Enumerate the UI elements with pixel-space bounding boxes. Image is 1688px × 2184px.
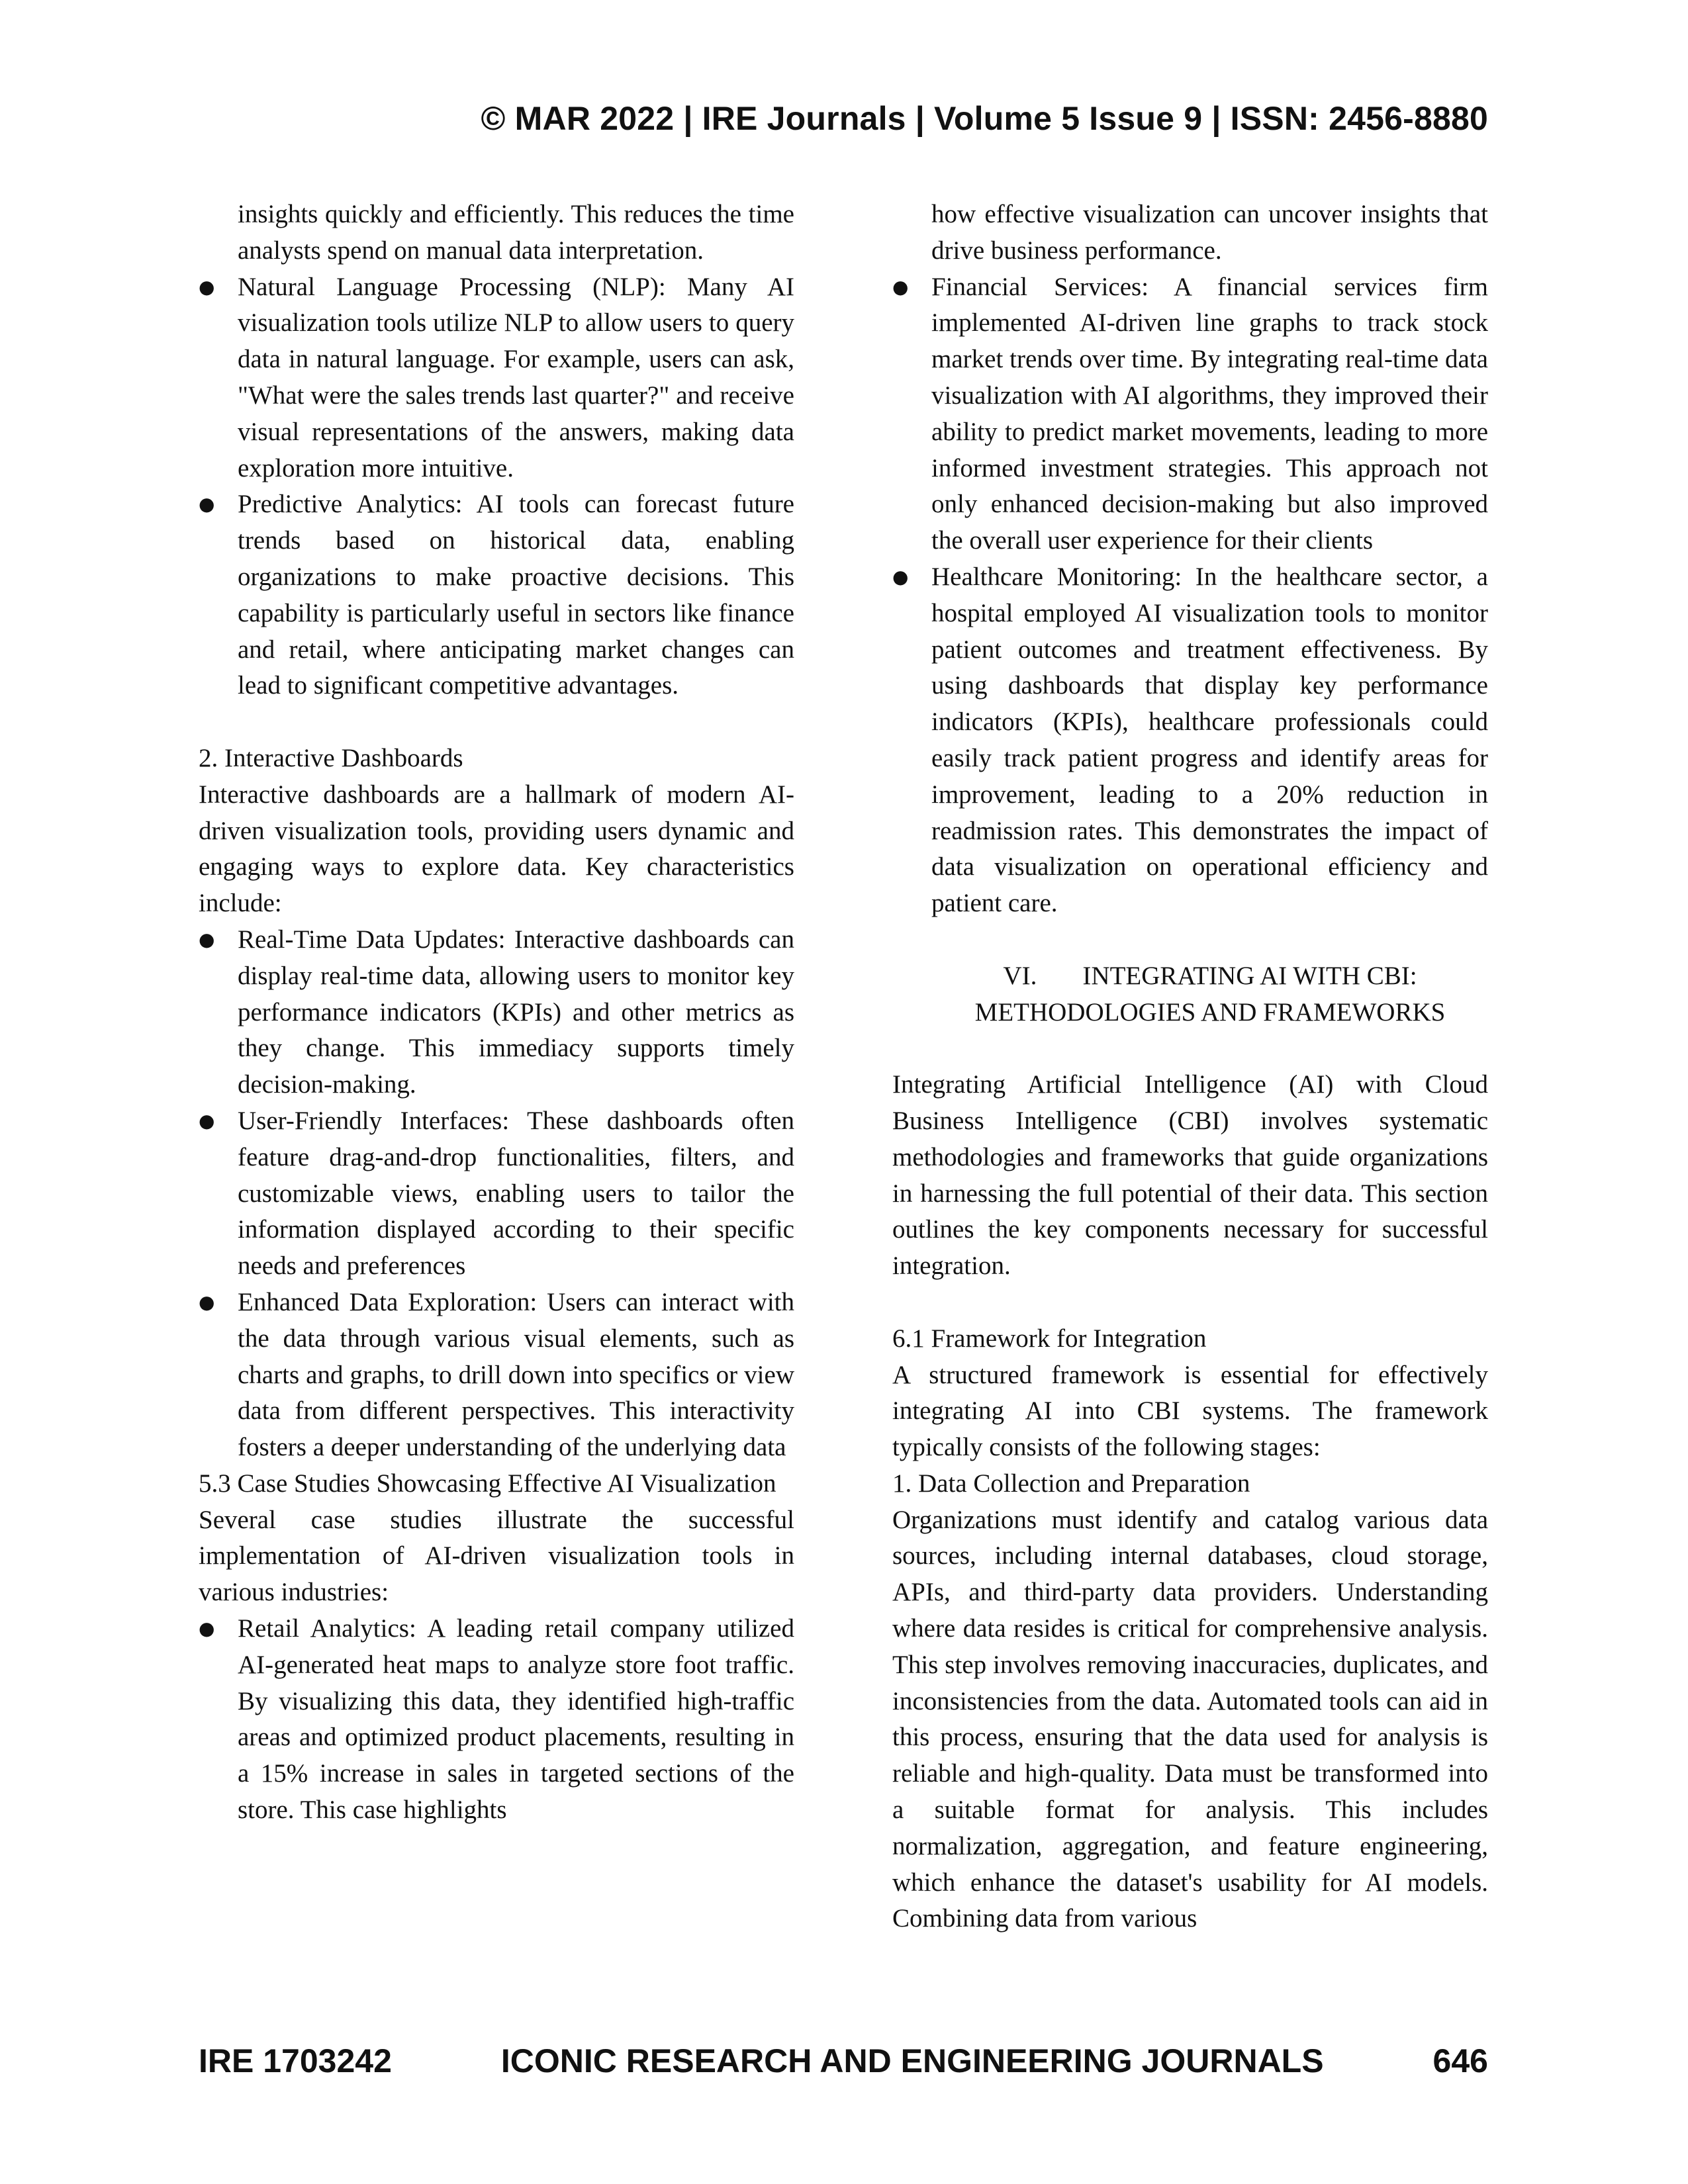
list-item: ● Retail Analytics: A leading retail company utilized AI-generated heat maps to analyze store foot traffic. By visualizing this data, they identified high-traffic areas and optimized product placements, resulting in a 15% increase in sales in targeted sections of the store. This case highlights xyxy=(199,1611,794,1829)
list-item: ● User-Friendly Interfaces: These dashboards often feature drag-and-drop functionalities, filters, and customizable views, enabling users to tailor the information displayed according to their specific needs and preferences xyxy=(199,1103,794,1285)
paragraph: Interactive dashboards are a hallmark of modern AI-driven visualization tools, providing users dynamic and engaging ways to explore data. Key characteristics include: xyxy=(199,780,794,918)
section-number: VI. xyxy=(1003,961,1037,990)
paragraph: A structured framework is essential for effectively integrating AI into CBI systems. The framework typically consists of the following stages: xyxy=(892,1360,1488,1462)
section-title-line2: METHODOLOGIES AND FRAMEWORKS xyxy=(974,997,1446,1026)
bullet-icon: ● xyxy=(199,1109,215,1132)
journal-footer xyxy=(199,2042,1488,2080)
list-item: ● Healthcare Monitoring: In the healthcare sector, a hospital employed AI visualization tools to monitor patient outcomes and treatment effectiveness. By using dashboards that display key performance indicators (KPIs), healthcare professionals could easily track patient progress and identify areas for improvement, leading to a 20% reduction in readmission rates. This demonstrates the impact of data visualization on operational efficiency and patient care. xyxy=(892,559,1488,922)
subheading: 6.1 Framework for Integration xyxy=(892,1324,1207,1353)
section-heading xyxy=(892,958,1488,1031)
left-column xyxy=(199,197,794,1829)
journal-header: © MAR 2022 | IRE Journals | Volume 5 Issue 9 | ISSN: 2456-8880 xyxy=(481,100,1488,137)
list-item: ● Real-Time Data Updates: Interactive dashboards can display real-time data, allowing users to monitor key performance indicators (KPIs) and other metrics as they change. This immediacy supports timely decision-making. xyxy=(199,922,794,1103)
continued-paragraph: insights quickly and efficiently. This reduces the time analysts spend on manual data interpretation. xyxy=(238,200,794,265)
paragraph: Integrating Artificial Intelligence (AI) with Cloud Business Intelligence (CBI) involves systematic methodologies and frameworks that guide organizations in harnessing the full potential of their data. This section outlines the key components necessary for successful integration. xyxy=(892,1070,1488,1281)
paragraph: Organizations must identify and catalog various data sources, including internal databases, cloud storage, APIs, and third-party data providers. Understanding where data resides is critical for comprehensive analysis. This step involves removing inaccuracies, duplicates, and inconsistencies from the data. Automated tools can aid in this process, ensuring that the data used for analysis is reliable and high-quality. Data must be transformed into a suitable format for analysis. This includes normalization, aggregation, and feature engineering, which enhance the dataset's usability for AI models. Combining data from various xyxy=(892,1505,1488,1933)
bullet-icon: ● xyxy=(199,275,215,298)
bullet-icon: ● xyxy=(892,565,909,588)
bullet-icon: ● xyxy=(199,1291,215,1313)
section-title-line1: INTEGRATING AI WITH CBI: xyxy=(1082,961,1417,990)
bullet-icon: ● xyxy=(199,1617,215,1640)
page-number: 646 xyxy=(1432,2042,1488,2079)
list-item: ● Financial Services: A financial services firm implemented AI-driven line graphs to track stock market trends over time. By integrating real-time data visualization with AI algorithms, they improved their ability to predict market movements, leading to more informed investment strategies. This approach not only enhanced decision-making but also improved the overall user experience for their clients xyxy=(892,269,1488,559)
list-item: ● Natural Language Processing (NLP): Many AI visualization tools utilize NLP to allow users to query data in natural language. For example, users can ask, "What were the sales trends last quarter?" and receive visual representations of the answers, making data exploration more intuitive. xyxy=(199,269,794,487)
paragraph: Several case studies illustrate the successful implementation of AI-driven visualization tools in various industries: xyxy=(199,1505,794,1607)
bullet-icon: ● xyxy=(892,275,909,298)
subheading: 2. Interactive Dashboards xyxy=(199,743,463,772)
journal-name: ICONIC RESEARCH AND ENGINEERING JOURNALS xyxy=(500,2042,1324,2079)
subheading: 1. Data Collection and Preparation xyxy=(892,1469,1250,1498)
bullet-icon: ● xyxy=(199,493,215,516)
list-item: ● Enhanced Data Exploration: Users can interact with the data through various visual elements, such as charts and graphs, to drill down into specifics or view data from different perspectives. This interactivity fosters a deeper understanding of the underlying data xyxy=(199,1285,794,1466)
continued-paragraph: how effective visualization can uncover insights that drive business performance. xyxy=(931,200,1488,265)
right-column xyxy=(892,197,1488,1937)
paper-id: IRE 1703242 xyxy=(199,2042,392,2079)
list-item: ● Predictive Analytics: AI tools can forecast future trends based on historical data, enabling organizations to make proactive decisions. This capability is particularly useful in sectors like finance and retail, where anticipating market changes can lead to significant competitive advantages. xyxy=(199,486,794,704)
subheading: 5.3 Case Studies Showcasing Effective AI Visualization xyxy=(199,1469,776,1498)
bullet-icon: ● xyxy=(199,928,215,950)
